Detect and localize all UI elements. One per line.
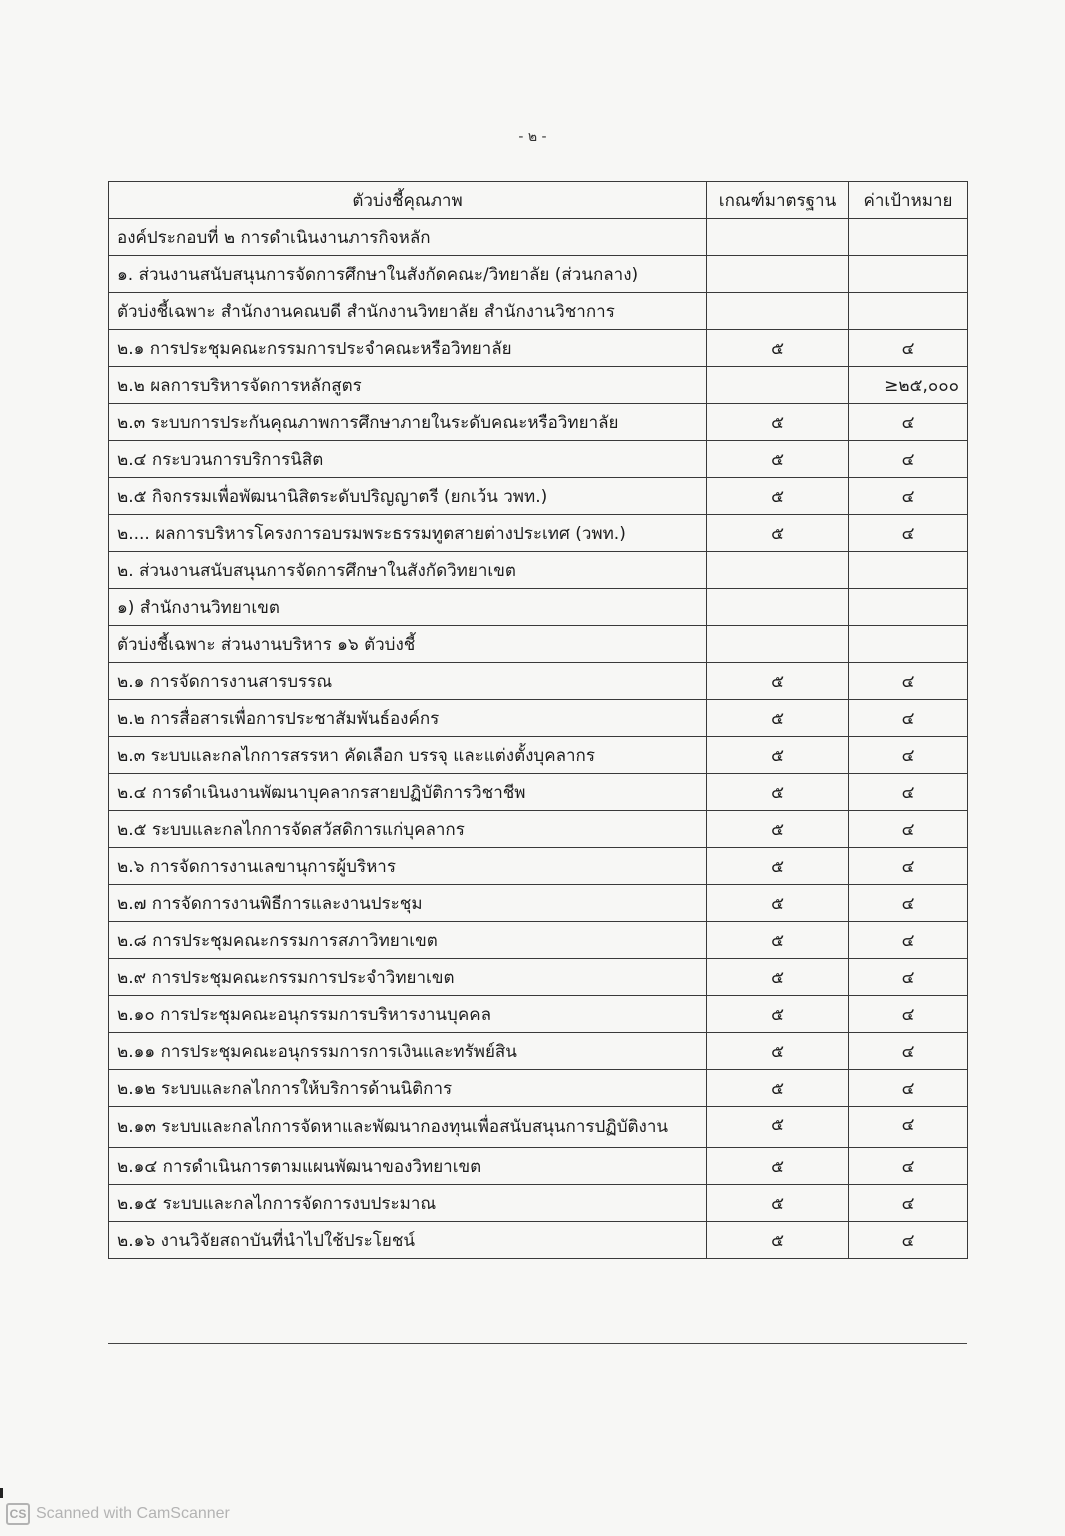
- standard-value: ๕: [707, 1185, 849, 1222]
- standard-value: [707, 552, 849, 589]
- table-body: [109, 219, 968, 1259]
- standard-value: ๕: [707, 441, 849, 478]
- header-indicator: ตัวบ่งชี้คุณภาพ: [109, 182, 707, 219]
- indicator-label: ๒.๑๖ งานวิจัยสถาบันที่นำไปใช้ประโยชน์: [109, 1222, 707, 1259]
- table-row: [109, 885, 968, 922]
- scan-edge-mark: [0, 1488, 3, 1498]
- target-value: ๔: [849, 996, 968, 1033]
- target-value: ๔: [849, 515, 968, 552]
- subsection-label: ๑) สำนักงานวิทยาเขต: [109, 589, 707, 626]
- camscanner-watermark: [6, 1503, 230, 1525]
- table-row: [109, 1033, 968, 1070]
- target-value: ๔: [849, 811, 968, 848]
- standard-value: ๕: [707, 848, 849, 885]
- target-value: ๔: [849, 1033, 968, 1070]
- target-value: ๔: [849, 1222, 968, 1259]
- table-row: [109, 848, 968, 885]
- header-target: ค่าเป้าหมาย: [849, 182, 968, 219]
- standard-value: [707, 219, 849, 256]
- table-row: [109, 1222, 968, 1259]
- standard-value: ๕: [707, 1222, 849, 1259]
- table-row: [109, 1070, 968, 1107]
- footer-divider: [108, 1343, 967, 1344]
- table-row: [109, 922, 968, 959]
- indicator-label: ๒.๑๑ การประชุมคณะอนุกรรมการการเงินและทรัพย์สิน: [109, 1033, 707, 1070]
- standard-value: ๕: [707, 1033, 849, 1070]
- target-value: ๔: [849, 737, 968, 774]
- indicator-label: ๒.๑๒ ระบบและกลไกการให้บริการด้านนิติการ: [109, 1070, 707, 1107]
- indicator-label: ๒.๑๕ ระบบและกลไกการจัดการงบประมาณ: [109, 1185, 707, 1222]
- target-value: ๔: [849, 1185, 968, 1222]
- indicator-label: ๒.๒ การสื่อสารเพื่อการประชาสัมพันธ์องค์กร: [109, 700, 707, 737]
- quality-indicators-table: [108, 181, 968, 1259]
- table-row: [109, 441, 968, 478]
- table-row: [109, 404, 968, 441]
- standard-value: ๕: [707, 996, 849, 1033]
- standard-value: [707, 367, 849, 404]
- table-row: [109, 552, 968, 589]
- target-value: [849, 256, 968, 293]
- indicator-label: ๒.๓ ระบบและกลไกการสรรหา คัดเลือก บรรจุ และแต่งตั้งบุคลากร: [109, 737, 707, 774]
- table-row: [109, 700, 968, 737]
- target-value: ๔: [849, 1107, 968, 1148]
- table-row: [109, 1148, 968, 1185]
- standard-value: ๕: [707, 811, 849, 848]
- table-row: [109, 330, 968, 367]
- table-row: [109, 478, 968, 515]
- target-value: ๔: [849, 922, 968, 959]
- standard-value: [707, 293, 849, 330]
- table-header-row: [109, 182, 968, 219]
- standard-value: ๕: [707, 330, 849, 367]
- indicator-label: ๒.๑ การจัดการงานสารบรรณ: [109, 663, 707, 700]
- target-value: [849, 552, 968, 589]
- indicator-label: ๒.๑ การประชุมคณะกรรมการประจำคณะหรือวิทยาลัย: [109, 330, 707, 367]
- table-row: [109, 1185, 968, 1222]
- indicator-label: ๒.๘ การประชุมคณะกรรมการสภาวิทยาเขต: [109, 922, 707, 959]
- target-value: ๔: [849, 848, 968, 885]
- section-label: ๒. ส่วนงานสนับสนุนการจัดการศึกษาในสังกัดวิทยาเขต: [109, 552, 707, 589]
- target-value: ๔: [849, 1070, 968, 1107]
- indicator-label: ๒.๖ การจัดการงานเลขานุการผู้บริหาร: [109, 848, 707, 885]
- indicator-label: ๒.๑๓ ระบบและกลไกการจัดหาและพัฒนากองทุนเพื่อสนับสนุนการปฏิบัติงาน: [109, 1107, 707, 1148]
- target-value: ๔: [849, 478, 968, 515]
- table-row: [109, 626, 968, 663]
- standard-value: ๕: [707, 885, 849, 922]
- table-row: [109, 996, 968, 1033]
- target-value: ๔: [849, 959, 968, 996]
- table-row: [109, 737, 968, 774]
- standard-value: ๕: [707, 1148, 849, 1185]
- standard-value: ๕: [707, 922, 849, 959]
- table-row: [109, 774, 968, 811]
- standard-value: ๕: [707, 663, 849, 700]
- indicator-label: ๒.๕ กิจกรรมเพื่อพัฒนานิสิตระดับปริญญาตรี (ยกเว้น วพท.): [109, 478, 707, 515]
- camscanner-logo-icon: CS: [6, 1503, 30, 1525]
- target-value: [849, 219, 968, 256]
- target-value: [849, 589, 968, 626]
- section-label: องค์ประกอบที่ ๒ การดำเนินงานภารกิจหลัก: [109, 219, 707, 256]
- standard-value: ๕: [707, 737, 849, 774]
- target-value: ๔: [849, 441, 968, 478]
- subsection-label: ตัวบ่งชี้เฉพาะ ส่วนงานบริหาร ๑๖ ตัวบ่งชี้: [109, 626, 707, 663]
- table-row: [109, 219, 968, 256]
- standard-value: ๕: [707, 478, 849, 515]
- target-value: ≥๒๕,๐๐๐: [849, 367, 968, 404]
- target-value: ๔: [849, 1148, 968, 1185]
- indicator-label: ๒.... ผลการบริหารโครงการอบรมพระธรรมทูตสายต่างประเทศ (วพท.): [109, 515, 707, 552]
- target-value: ๔: [849, 663, 968, 700]
- indicator-label: ๒.๗ การจัดการงานพิธีการและงานประชุม: [109, 885, 707, 922]
- standard-value: ๕: [707, 959, 849, 996]
- indicator-label: ๒.๓ ระบบการประกันคุณภาพการศึกษาภายในระดับคณะหรือวิทยาลัย: [109, 404, 707, 441]
- table-row: [109, 959, 968, 996]
- standard-value: ๕: [707, 1107, 849, 1148]
- table-row: [109, 293, 968, 330]
- indicator-label: ๒.๔ กระบวนการบริการนิสิต: [109, 441, 707, 478]
- table-row: [109, 367, 968, 404]
- standard-value: [707, 256, 849, 293]
- table-row: [109, 811, 968, 848]
- table-row: [109, 663, 968, 700]
- indicator-label: ๒.๔ การดำเนินงานพัฒนาบุคลากรสายปฏิบัติการวิชาชีพ: [109, 774, 707, 811]
- target-value: ๔: [849, 885, 968, 922]
- section-label: ๑. ส่วนงานสนับสนุนการจัดการศึกษาในสังกัดคณะ/วิทยาลัย (ส่วนกลาง): [109, 256, 707, 293]
- target-value: ๔: [849, 404, 968, 441]
- subsection-label: ตัวบ่งชี้เฉพาะ สำนักงานคณบดี สำนักงานวิทยาลัย สำนักงานวิชาการ: [109, 293, 707, 330]
- standard-value: ๕: [707, 774, 849, 811]
- standard-value: [707, 589, 849, 626]
- target-value: ๔: [849, 774, 968, 811]
- watermark-text: Scanned with CamScanner: [36, 1505, 230, 1522]
- indicator-label: ๒.๙ การประชุมคณะกรรมการประจำวิทยาเขต: [109, 959, 707, 996]
- standard-value: ๕: [707, 1070, 849, 1107]
- table-row: [109, 256, 968, 293]
- table-row: [109, 589, 968, 626]
- indicator-label: ๒.๑๐ การประชุมคณะอนุกรรมการบริหารงานบุคคล: [109, 996, 707, 1033]
- standard-value: ๕: [707, 515, 849, 552]
- indicator-label: ๒.๒ ผลการบริหารจัดการหลักสูตร: [109, 367, 707, 404]
- target-value: [849, 293, 968, 330]
- target-value: ๔: [849, 700, 968, 737]
- indicator-label: ๒.๑๔ การดำเนินการตามแผนพัฒนาของวิทยาเขต: [109, 1148, 707, 1185]
- indicator-label: ๒.๕ ระบบและกลไกการจัดสวัสดิการแก่บุคลากร: [109, 811, 707, 848]
- standard-value: [707, 626, 849, 663]
- standard-value: ๕: [707, 700, 849, 737]
- page-number: - ๒ -: [518, 129, 547, 145]
- table-row: [109, 515, 968, 552]
- target-value: ๔: [849, 330, 968, 367]
- target-value: [849, 626, 968, 663]
- standard-value: ๕: [707, 404, 849, 441]
- header-standard: เกณฑ์มาตรฐาน: [707, 182, 849, 219]
- table-row: [109, 1107, 968, 1148]
